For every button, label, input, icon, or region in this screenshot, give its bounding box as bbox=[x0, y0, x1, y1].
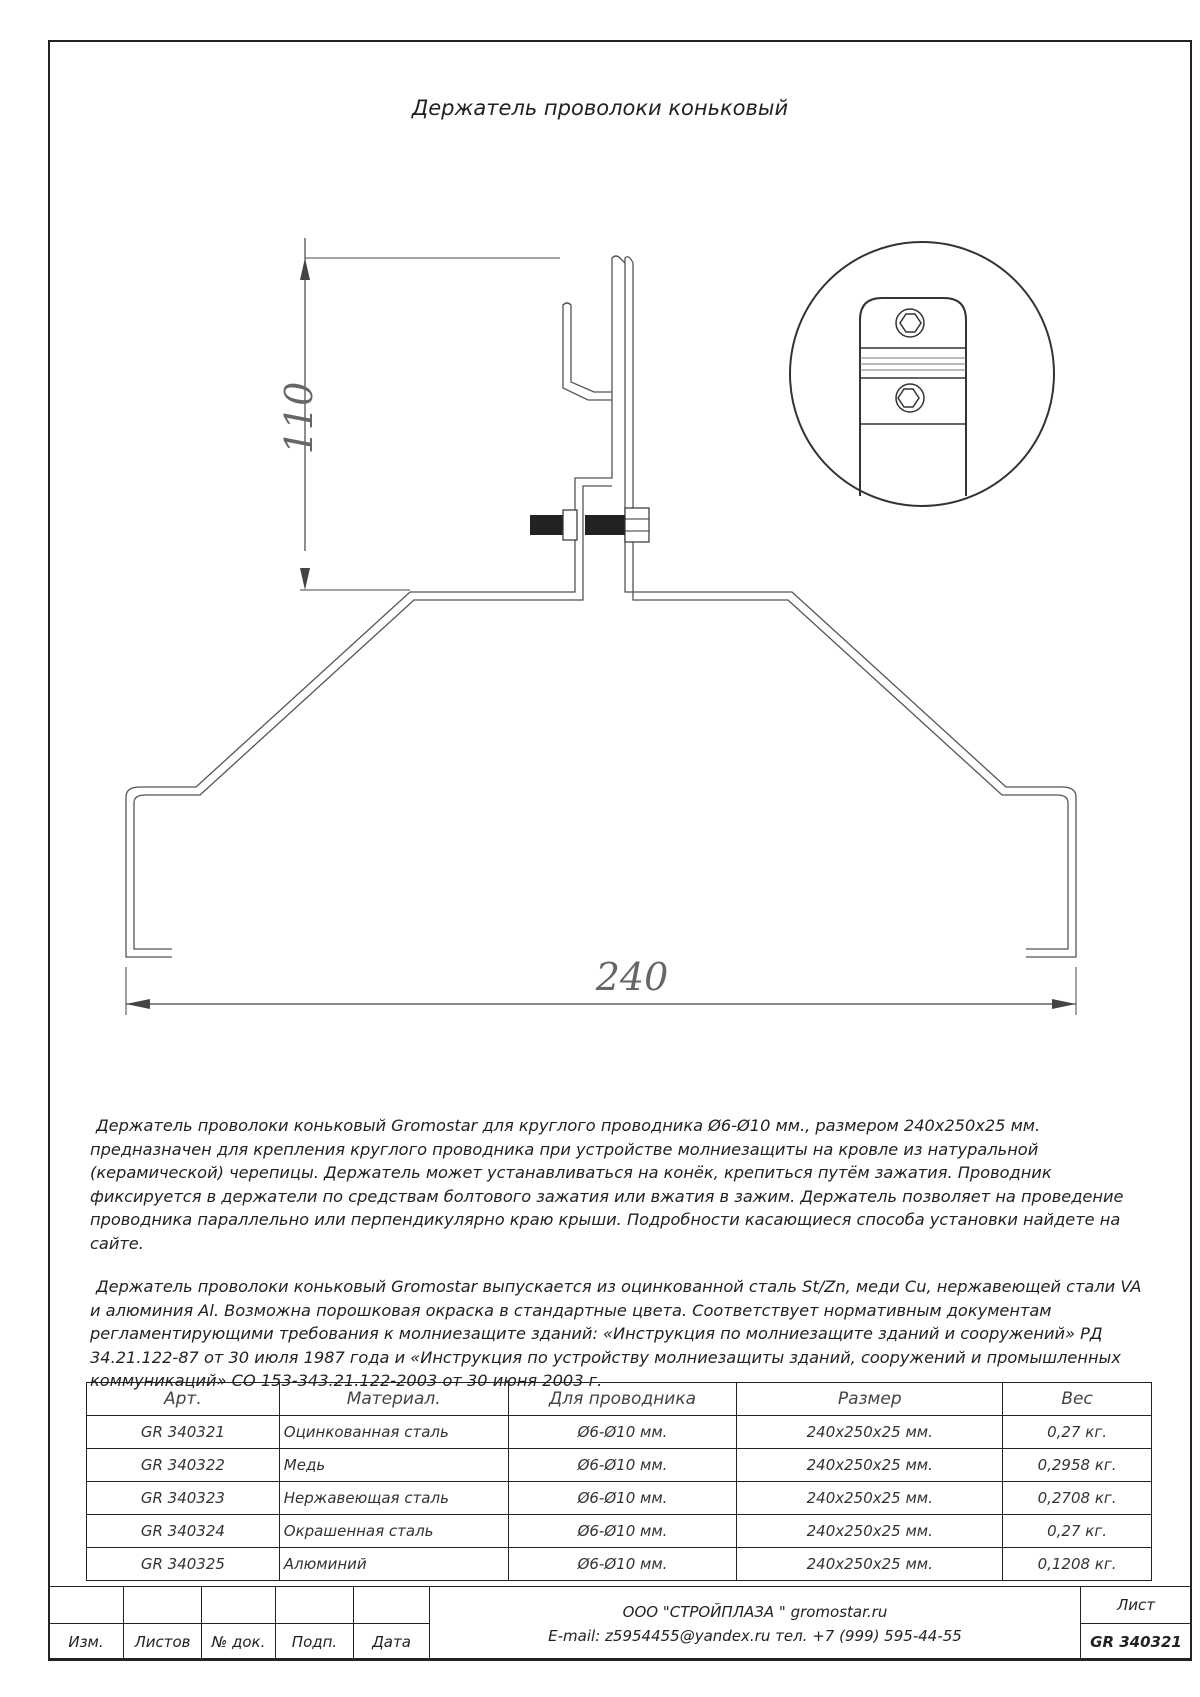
table-row bbox=[87, 1449, 1152, 1482]
table-header-row bbox=[87, 1383, 1152, 1416]
stamp-cell-empty bbox=[276, 1587, 354, 1624]
stamp-label-signature: Подп. bbox=[276, 1624, 354, 1661]
stamp-label-doc-number: № док. bbox=[202, 1624, 276, 1661]
table-row bbox=[87, 1515, 1152, 1548]
dim-arrow-left bbox=[126, 999, 150, 1009]
table-row bbox=[87, 1548, 1152, 1581]
sheet-label: Лист bbox=[1081, 1587, 1192, 1624]
cell-weight: 0,27 кг. bbox=[1003, 1515, 1152, 1548]
sheet-code: GR 340321 bbox=[1081, 1624, 1192, 1661]
cell-article: GR 340321 bbox=[87, 1416, 280, 1449]
cell-conductor: Ø6-Ø10 мм. bbox=[508, 1449, 737, 1482]
stamp-label-change: Изм. bbox=[49, 1624, 124, 1661]
cell-size: 240x250x25 мм. bbox=[737, 1449, 1003, 1482]
cell-conductor: Ø6-Ø10 мм. bbox=[508, 1416, 737, 1449]
cell-conductor: Ø6-Ø10 мм. bbox=[508, 1482, 737, 1515]
description-paragraph-1: Держатель проволоки коньковый Gromostar для круглого проводника Ø6-Ø10 мм., размером 240x250x25 мм. предназначен для крепления круглого проводника при устройстве молниезащиты на кровле из натуральной (керамической) черепицы. Держатель может устанавливаться на конёк, крепиться путём зажатия. Проводник фиксируется в держатели по средствам болтового зажатия или вжатия в зажим. Держатель позволяет на проведение проводника параллельно или перпендикулярно краю крыши. Подробности касающиеся способа установки найдете на сайте. bbox=[90, 1116, 1124, 1253]
header-article: Арт. bbox=[87, 1383, 280, 1416]
stamp-label-date: Дата bbox=[354, 1624, 430, 1661]
description-paragraph-2: Держатель проволоки коньковый Gromostar выпускается из оцинкованной сталь St/Zn, меди Cu, нержавеющей стали VA и алюминия Al. Возможна порошковая окраска в стандартные цвета. Соответствует нормативным документам регламентирующими требования к молниезащите зданий: «Инструкция по молниезащите зданий и сооружений» РД 34.21.122-87 от 30 июля 1987 года и «Инструкция по устройству молниезащиты зданий, сооружений и промышленных коммуникаций» СО 153-343.21.122-2003 от 30 июня 2003 г. bbox=[90, 1277, 1142, 1390]
detail-circle bbox=[790, 242, 1054, 506]
cell-size: 240x250x25 мм. bbox=[737, 1548, 1003, 1581]
cell-weight: 0,1208 кг. bbox=[1003, 1548, 1152, 1581]
title-block bbox=[48, 1586, 1192, 1661]
cell-weight: 0,27 кг. bbox=[1003, 1416, 1152, 1449]
bolt-thread-right bbox=[585, 515, 625, 535]
stamp-cell-empty bbox=[124, 1587, 202, 1624]
cell-size: 240x250x25 мм. bbox=[737, 1482, 1003, 1515]
dim-height-label: 110 bbox=[277, 381, 321, 455]
detail-view bbox=[790, 242, 1054, 506]
header-weight: Вес bbox=[1003, 1383, 1152, 1416]
header-material: Материал. bbox=[279, 1383, 508, 1416]
cell-article: GR 340325 bbox=[87, 1548, 280, 1581]
table-row bbox=[87, 1416, 1152, 1449]
cell-material: Окрашенная сталь bbox=[279, 1515, 508, 1548]
cell-conductor: Ø6-Ø10 мм. bbox=[508, 1548, 737, 1581]
stamp-cell-empty bbox=[354, 1587, 430, 1624]
cell-material: Алюминий bbox=[279, 1548, 508, 1581]
header-size: Размер bbox=[737, 1383, 1003, 1416]
page-title: Держатель проволоки коньковый bbox=[411, 96, 789, 120]
bolt-nut-left bbox=[563, 510, 577, 540]
dim-arrow-right bbox=[1052, 999, 1076, 1009]
company-line-1: ООО "СТРОЙПЛАЗА " gromostar.ru bbox=[622, 1602, 888, 1621]
cell-conductor: Ø6-Ø10 мм. bbox=[508, 1515, 737, 1548]
bolt-nut-right bbox=[625, 508, 649, 542]
stamp-cell-empty bbox=[49, 1587, 124, 1624]
cell-size: 240x250x25 мм. bbox=[737, 1515, 1003, 1548]
stamp-label-sheets: Листов bbox=[124, 1624, 202, 1661]
cell-weight: 0,2708 кг. bbox=[1003, 1482, 1152, 1515]
table-row bbox=[87, 1482, 1152, 1515]
description bbox=[90, 1114, 1150, 1413]
company-info bbox=[430, 1587, 1081, 1661]
specification-table bbox=[86, 1382, 1152, 1581]
bolt bbox=[530, 508, 649, 542]
cell-article: GR 340322 bbox=[87, 1449, 280, 1482]
dim-arrow-top bbox=[300, 258, 310, 280]
stamp-cell-empty bbox=[202, 1587, 276, 1624]
company-line-2: E-mail: z5954455@yandex.ru тел. +7 (999) 595-44-55 bbox=[548, 1626, 962, 1645]
cell-weight: 0,2958 кг. bbox=[1003, 1449, 1152, 1482]
cell-article: GR 340324 bbox=[87, 1515, 280, 1548]
dim-arrow-bottom bbox=[300, 568, 310, 590]
wire-hook bbox=[563, 303, 612, 400]
cell-size: 240x250x25 мм. bbox=[737, 1416, 1003, 1449]
header-conductor: Для проводника bbox=[508, 1383, 737, 1416]
cell-material: Нержавеющая сталь bbox=[279, 1482, 508, 1515]
cell-article: GR 340323 bbox=[87, 1482, 280, 1515]
cell-material: Медь bbox=[279, 1449, 508, 1482]
cell-material: Оцинкованная сталь bbox=[279, 1416, 508, 1449]
dim-width-label: 240 bbox=[595, 955, 669, 999]
